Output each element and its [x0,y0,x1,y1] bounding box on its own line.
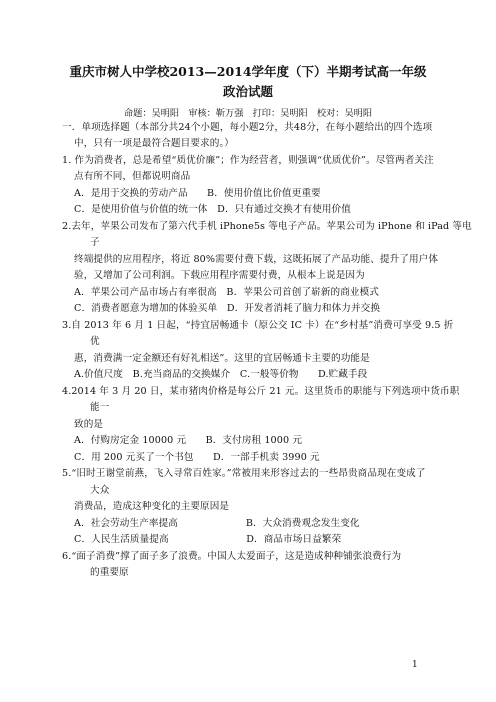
q3-options: A.价值尺度 B.充当商品的交换媒介 C.一般等价物 D.贮藏手段 [74,369,368,380]
exam-subtitle: 政治试题 [222,84,273,99]
q2-stem-cont: 终端提供的应用程序，将近 80%需要付费下载，这既拓展了产品功能、提升了用户体 [74,254,439,265]
q3-stem: 3.自 2013 年 6 月 1 日起，“持宜居畅通卡（原公交 IC 卡）在“乡村基”消费可享受 9.5 折 [62,320,454,331]
exam-meta: 命题：吴明阳 审核：靳万强 打印：吴明阳 校对：吴明阳 [123,108,373,119]
q5-stem-cont: 消费品，造成这种变化的主要原因是 [74,501,230,512]
q5-options-ab: A．社会劳动生产率提高 B．大众消费观念发生变化 [74,518,360,529]
section-heading-cont: 中，只有一项是最符合题目要求的。） [74,138,234,149]
q4-stem-cont: 致的是 [74,419,104,430]
q5-stem-wrap: 大众 [90,485,110,496]
q2-stem: 2.去年，苹果公司发布了第六代手机 iPhone5s 等电子产品。苹果公司为 iPhone 和 iPad 等电 [62,221,472,232]
q2-stem-cont2: 验，又增加了公司利润。下载应用程序需要付费，从根本上说是因为 [74,270,365,281]
q1-stem-cont: 点有所不同，但都说明商品 [74,171,191,182]
q1-options-cd: C．是使用价值与价值的统一体 D．只有通过交换才有使用价值 [74,204,351,215]
q2-options-ab: A．苹果公司产品市场占有率很高 B．苹果公司首创了崭新的商业模式 [74,287,379,298]
q4-stem: 4.2014 年 3 月 20 日，某市猪肉价格是每公斤 21 元。这里货币的职能与下列选项中货币职 [62,386,460,397]
q3-stem-wrap: 优 [90,336,100,347]
q4-stem-wrap: 能一 [90,402,110,413]
q2-options-cd: C．消费者愿意为增加的体验买单 D．开发者消耗了脑力和体力并交换 [74,303,381,314]
q2-stem-wrap: 子 [90,237,100,248]
section-heading: 一．单项选择题（本部分共24个小题，每小题2分，共48分，在每小题给出的四个选项 [62,122,433,133]
q1-stem: 1. 作为消费者，总是希望“质优价廉”；作为经营者，则强调“优质优价”。尽管两者关注 [62,155,434,166]
q1-options-ab: A．是用于交换的劳动产品 B．使用价值比价值更重要 [74,188,321,199]
q6-stem-wrap: 的重要原 [90,567,129,578]
q4-options-ab: A．付购房定金 10000 元 B．支付房租 1000 元 [74,435,303,446]
page-number: 1 [412,660,418,670]
q3-stem-cont: 惠，消费满一定金额还有好礼相送”。这里的宜居畅通卡主要的功能是 [74,353,370,364]
q4-options-cd: C．用 200 元买了一个书包 D．一部手机卖 3990 元 [74,452,320,463]
q6-stem: 6.“面子消费”撑了面子多了浪费。中国人太爱面子，这是造成种种铺张浪费行为 [62,551,402,562]
exam-title: 重庆市树人中学校2013—2014学年度（下）半期考试高一年级 [69,64,427,79]
q5-options-cd: C．人民生活质量提高 D．商品市场日益繁荣 [74,534,342,545]
q5-stem: 5.“旧时王谢堂前燕，飞入寻常百姓家。”常被用来形容过去的一些昂贵商品现在变成了 [62,468,426,479]
